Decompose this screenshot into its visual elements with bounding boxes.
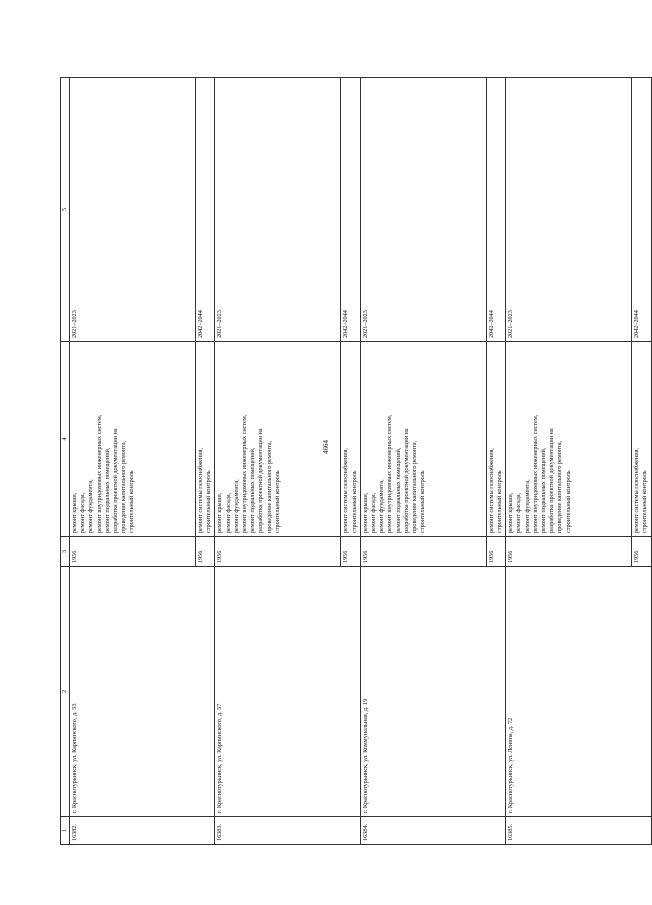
work-line: ремонт системы газоснабжения, xyxy=(342,448,350,533)
entry-address: г. Краснотурьинск, ул. Карпинского, д. 57 xyxy=(215,567,360,817)
entry-period: 2042–2044 xyxy=(632,78,651,342)
work-line: ремонт подвальных помещений, xyxy=(394,447,402,533)
work-line: строительный контроль xyxy=(273,470,281,533)
header-col-4: 4 xyxy=(61,342,70,537)
entry-works xyxy=(486,342,505,537)
page-number: 4664 xyxy=(322,440,330,454)
table-row xyxy=(506,78,632,845)
entry-year: 1956 xyxy=(360,537,486,567)
entry-works xyxy=(632,342,651,537)
entry-period: 2021–2023 xyxy=(215,78,341,342)
work-line: разработка проектной документации на xyxy=(402,428,410,533)
entry-year: 1956 xyxy=(632,537,651,567)
entry-period: 2021–2023 xyxy=(70,78,196,342)
entry-year: 1956 xyxy=(70,537,196,567)
work-line: ремонт системы газоснабжения, xyxy=(633,448,641,533)
work-line: разработка проектной документации на xyxy=(112,428,120,533)
work-line: разработка проектной документации на xyxy=(257,428,265,533)
entry-works xyxy=(70,342,196,537)
work-line: ремонт крыши, xyxy=(361,492,369,533)
table-frame xyxy=(60,78,649,845)
entry-address: г. Краснотурьинск, ул. Карпинского, д. 53 xyxy=(70,567,215,817)
entry-address: г. Краснотурьинск, ул. Ленина, д. 72 xyxy=(506,567,651,817)
work-line: ремонт подвальных помещений, xyxy=(540,447,548,533)
work-line: строительный контроль xyxy=(641,470,649,533)
entry-period: 2021–2023 xyxy=(360,78,486,342)
entry-year: 1956 xyxy=(506,537,632,567)
work-line: строительный контроль xyxy=(419,470,427,533)
entry-works xyxy=(360,342,486,537)
work-line: ремонт внутридомовых инженерных систем, xyxy=(241,414,249,533)
entry-period: 2042–2044 xyxy=(196,78,215,342)
work-line: проведение капитального ремонта, xyxy=(411,440,419,533)
entry-address: г. Краснотурьинск, ул. Коммунальная, д. 19 xyxy=(360,567,505,817)
header-col-5: 5 xyxy=(61,78,70,342)
header-row xyxy=(61,78,70,845)
work-line: проведение капитального ремонта, xyxy=(265,440,273,533)
work-line: строительный контроль xyxy=(350,470,358,533)
table-row xyxy=(215,78,341,845)
entry-period: 2042–2044 xyxy=(341,78,360,342)
entry-works xyxy=(341,342,360,537)
entry-works xyxy=(215,342,341,537)
entry-period: 2021–2023 xyxy=(506,78,632,342)
work-line: строительный контроль xyxy=(128,470,136,533)
entry-number: 16384. xyxy=(360,817,505,845)
work-line: проведение капитального ремонта, xyxy=(556,440,564,533)
header-col-3: 3 xyxy=(61,537,70,567)
work-line: строительный контроль xyxy=(496,470,504,533)
work-line: строительный контроль xyxy=(564,470,572,533)
work-line: разработка проектной документации на xyxy=(548,428,556,533)
work-line: ремонт крыши, xyxy=(71,492,78,533)
table-row xyxy=(70,78,196,845)
work-line: ремонт фасада, xyxy=(79,492,87,533)
header-col-2: 2 xyxy=(61,567,70,817)
entry-year: 1956 xyxy=(341,537,360,567)
work-line: ремонт подвальных помещений, xyxy=(103,447,111,533)
table-row xyxy=(360,78,486,845)
entry-number: 16382. xyxy=(70,817,215,845)
header-col-1: 1 xyxy=(61,817,70,845)
work-line: ремонт фасада, xyxy=(515,492,523,533)
work-line: ремонт внутридомовых инженерных систем, xyxy=(95,414,103,533)
work-line: ремонт фундамента, xyxy=(523,479,531,533)
work-line: строительный контроль xyxy=(205,470,213,533)
entry-year: 1956 xyxy=(196,537,215,567)
work-line: ремонт подвальных помещений, xyxy=(249,447,257,533)
work-line: проведение капитального ремонта, xyxy=(120,440,128,533)
work-line: ремонт крыши, xyxy=(507,492,515,533)
work-line: ремонт фундамента, xyxy=(232,479,240,533)
work-line: ремонт фундамента, xyxy=(87,479,95,533)
rotated-table-container xyxy=(60,78,649,845)
work-line: ремонт системы газоснабжения, xyxy=(487,448,495,533)
work-line: ремонт фундамента, xyxy=(378,479,386,533)
work-line: ремонт фасада, xyxy=(224,492,232,533)
entry-works xyxy=(196,342,215,537)
work-line: ремонт крыши, xyxy=(216,492,224,533)
entry-year: 1956 xyxy=(215,537,341,567)
entry-works xyxy=(506,342,632,537)
work-line: ремонт внутридомовых инженерных систем, xyxy=(531,414,539,533)
work-line: ремонт внутридомовых инженерных систем, xyxy=(386,414,394,533)
entry-year: 1956 xyxy=(486,537,505,567)
work-line: ремонт системы газоснабжения, xyxy=(197,448,204,533)
entry-number: 16383. xyxy=(215,817,360,845)
entry-number: 16385. xyxy=(506,817,651,845)
work-line: ремонт фасада, xyxy=(370,492,378,533)
repair-schedule-table xyxy=(60,77,652,845)
entry-period: 2042–2044 xyxy=(486,78,505,342)
